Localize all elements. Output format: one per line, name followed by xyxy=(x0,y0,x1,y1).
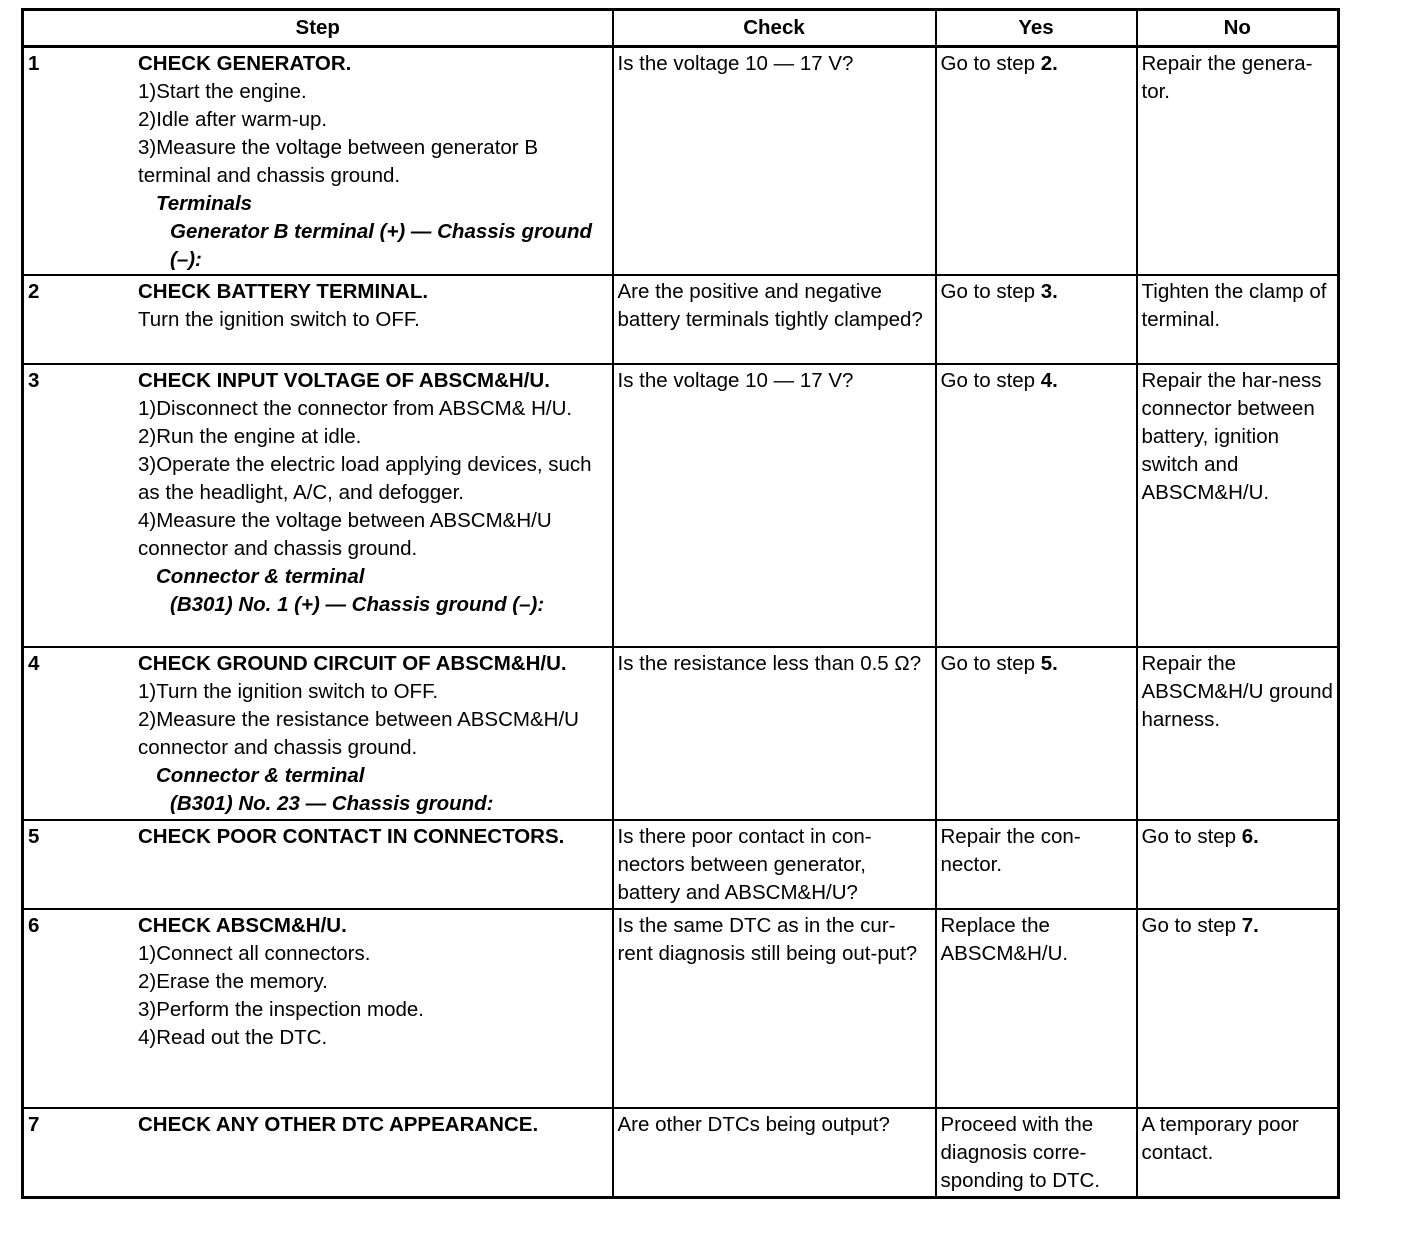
no-cell xyxy=(1137,647,1339,820)
procedure-line: 3)Operate the electric load applying devices, such as the headlight, A/C, and defogger. xyxy=(138,453,592,504)
yes-text: Proceed with the diagnosis corre-sponding to DTC. xyxy=(940,1113,1101,1192)
step-number: 4 xyxy=(28,652,40,675)
header-yes: Yes xyxy=(936,10,1137,47)
check-cell: Is there poor contact in con-nectors between generator, battery and ABSCM&H/U? xyxy=(613,820,936,909)
yes-text: Repair the con-nector. xyxy=(940,825,1081,876)
terminal-spec: Connector & terminal xyxy=(156,565,365,588)
no-text: Repair the ABSCM&H/U ground harness. xyxy=(1141,652,1333,731)
procedure-line: 2)Measure the resistance between ABSCM&H/U connector and chassis ground. xyxy=(138,708,579,759)
yes-cell xyxy=(936,364,1137,647)
table-row xyxy=(23,364,1339,647)
step-title: CHECK ABSCM&H/U. xyxy=(138,914,347,937)
yes-text: Go to step xyxy=(940,52,1041,75)
table-row xyxy=(23,647,1339,820)
yes-step-ref: 5. xyxy=(1040,652,1058,675)
step-title: CHECK POOR CONTACT IN CONNECTORS. xyxy=(138,825,565,848)
table-row xyxy=(23,1108,1339,1197)
procedure-line: Turn the ignition switch to OFF. xyxy=(138,308,420,331)
yes-text: Replace the ABSCM&H/U. xyxy=(940,914,1069,965)
step-body xyxy=(138,912,608,1052)
yes-cell xyxy=(936,47,1137,276)
step-cell xyxy=(23,820,613,909)
step-number: 3 xyxy=(28,369,40,392)
no-cell xyxy=(1137,820,1339,909)
yes-text: Go to step xyxy=(940,369,1041,392)
procedure-line: 3)Perform the inspection mode. xyxy=(138,998,424,1021)
yes-step-ref: 3. xyxy=(1040,280,1058,303)
procedure-line: 4)Measure the voltage between ABSCM&H/U connector and chassis ground. xyxy=(138,509,552,560)
no-text: A temporary poor contact. xyxy=(1141,1113,1299,1164)
table-row xyxy=(23,275,1339,364)
terminal-spec: (B301) No. 1 (+) — Chassis ground (–): xyxy=(170,593,545,616)
table-row xyxy=(23,47,1339,276)
procedure-line: 1)Disconnect the connector from ABSCM& H/U. xyxy=(138,397,573,420)
no-step-ref: 7. xyxy=(1241,914,1259,937)
no-cell xyxy=(1137,275,1339,364)
table-row xyxy=(23,820,1339,909)
step-body xyxy=(138,1111,608,1139)
yes-cell xyxy=(936,909,1137,1108)
step-number: 5 xyxy=(28,825,40,848)
step-cell xyxy=(23,647,613,820)
table-row xyxy=(23,909,1339,1108)
step-cell xyxy=(23,1108,613,1197)
step-cell xyxy=(23,909,613,1108)
procedure-line: 3)Measure the voltage between generator B terminal and chassis ground. xyxy=(138,136,539,187)
step-number: 1 xyxy=(28,52,40,75)
header-step: Step xyxy=(23,10,613,47)
diagnosis-table xyxy=(21,8,1340,1199)
step-title: CHECK INPUT VOLTAGE OF ABSCM&H/U. xyxy=(138,369,550,392)
terminal-spec: Generator B terminal (+) — Chassis ground (–): xyxy=(170,220,593,271)
step-number: 6 xyxy=(28,914,40,937)
yes-text: Go to step xyxy=(940,652,1041,675)
no-text: Tighten the clamp of terminal. xyxy=(1141,280,1327,331)
check-cell: Is the same DTC as in the cur-rent diagnosis still being out-put? xyxy=(613,909,936,1108)
check-cell: Is the voltage 10 — 17 V? xyxy=(613,47,936,276)
no-cell xyxy=(1137,364,1339,647)
no-cell xyxy=(1137,1108,1339,1197)
procedure-line: 4)Read out the DTC. xyxy=(138,1026,328,1049)
check-cell: Are the positive and negative battery terminals tightly clamped? xyxy=(613,275,936,364)
procedure-line: 2)Idle after warm-up. xyxy=(138,108,328,131)
step-body xyxy=(138,823,608,851)
no-text: Go to step xyxy=(1141,914,1242,937)
procedure-line: 1)Start the engine. xyxy=(138,80,307,103)
step-number: 2 xyxy=(28,280,40,303)
yes-step-ref: 2. xyxy=(1040,52,1058,75)
step-body xyxy=(138,650,608,818)
no-text: Repair the genera-tor. xyxy=(1141,52,1313,103)
header-no: No xyxy=(1137,10,1339,47)
step-cell xyxy=(23,275,613,364)
yes-text: Go to step xyxy=(940,280,1041,303)
procedure-line: 1)Connect all connectors. xyxy=(138,942,371,965)
yes-cell xyxy=(936,1108,1137,1197)
terminal-spec: (B301) No. 23 — Chassis ground: xyxy=(170,792,494,815)
yes-cell xyxy=(936,820,1137,909)
no-step-ref: 6. xyxy=(1241,825,1259,848)
step-cell xyxy=(23,47,613,276)
step-title: CHECK GROUND CIRCUIT OF ABSCM&H/U. xyxy=(138,652,567,675)
yes-cell xyxy=(936,275,1137,364)
step-body xyxy=(138,367,608,619)
step-title: CHECK GENERATOR. xyxy=(138,52,352,75)
no-cell xyxy=(1137,909,1339,1108)
no-text: Repair the har-ness connector between battery, ignition switch and ABSCM&H/U. xyxy=(1141,369,1322,504)
header-check: Check xyxy=(613,10,936,47)
procedure-line: 1)Turn the ignition switch to OFF. xyxy=(138,680,439,703)
step-cell xyxy=(23,364,613,647)
procedure-line: 2)Run the engine at idle. xyxy=(138,425,362,448)
terminal-spec: Connector & terminal xyxy=(156,764,365,787)
terminal-spec: Terminals xyxy=(156,192,253,215)
step-number: 7 xyxy=(28,1113,40,1136)
step-body xyxy=(138,278,608,334)
step-title: CHECK BATTERY TERMINAL. xyxy=(138,280,429,303)
no-cell xyxy=(1137,47,1339,276)
check-cell: Is the voltage 10 — 17 V? xyxy=(613,364,936,647)
yes-cell xyxy=(936,647,1137,820)
procedure-line: 2)Erase the memory. xyxy=(138,970,328,993)
header-row xyxy=(23,10,1339,47)
check-cell: Are other DTCs being output? xyxy=(613,1108,936,1197)
yes-step-ref: 4. xyxy=(1040,369,1058,392)
step-body xyxy=(138,50,608,274)
step-title: CHECK ANY OTHER DTC APPEARANCE. xyxy=(138,1113,539,1136)
no-text: Go to step xyxy=(1141,825,1242,848)
check-cell: Is the resistance less than 0.5 Ω? xyxy=(613,647,936,820)
